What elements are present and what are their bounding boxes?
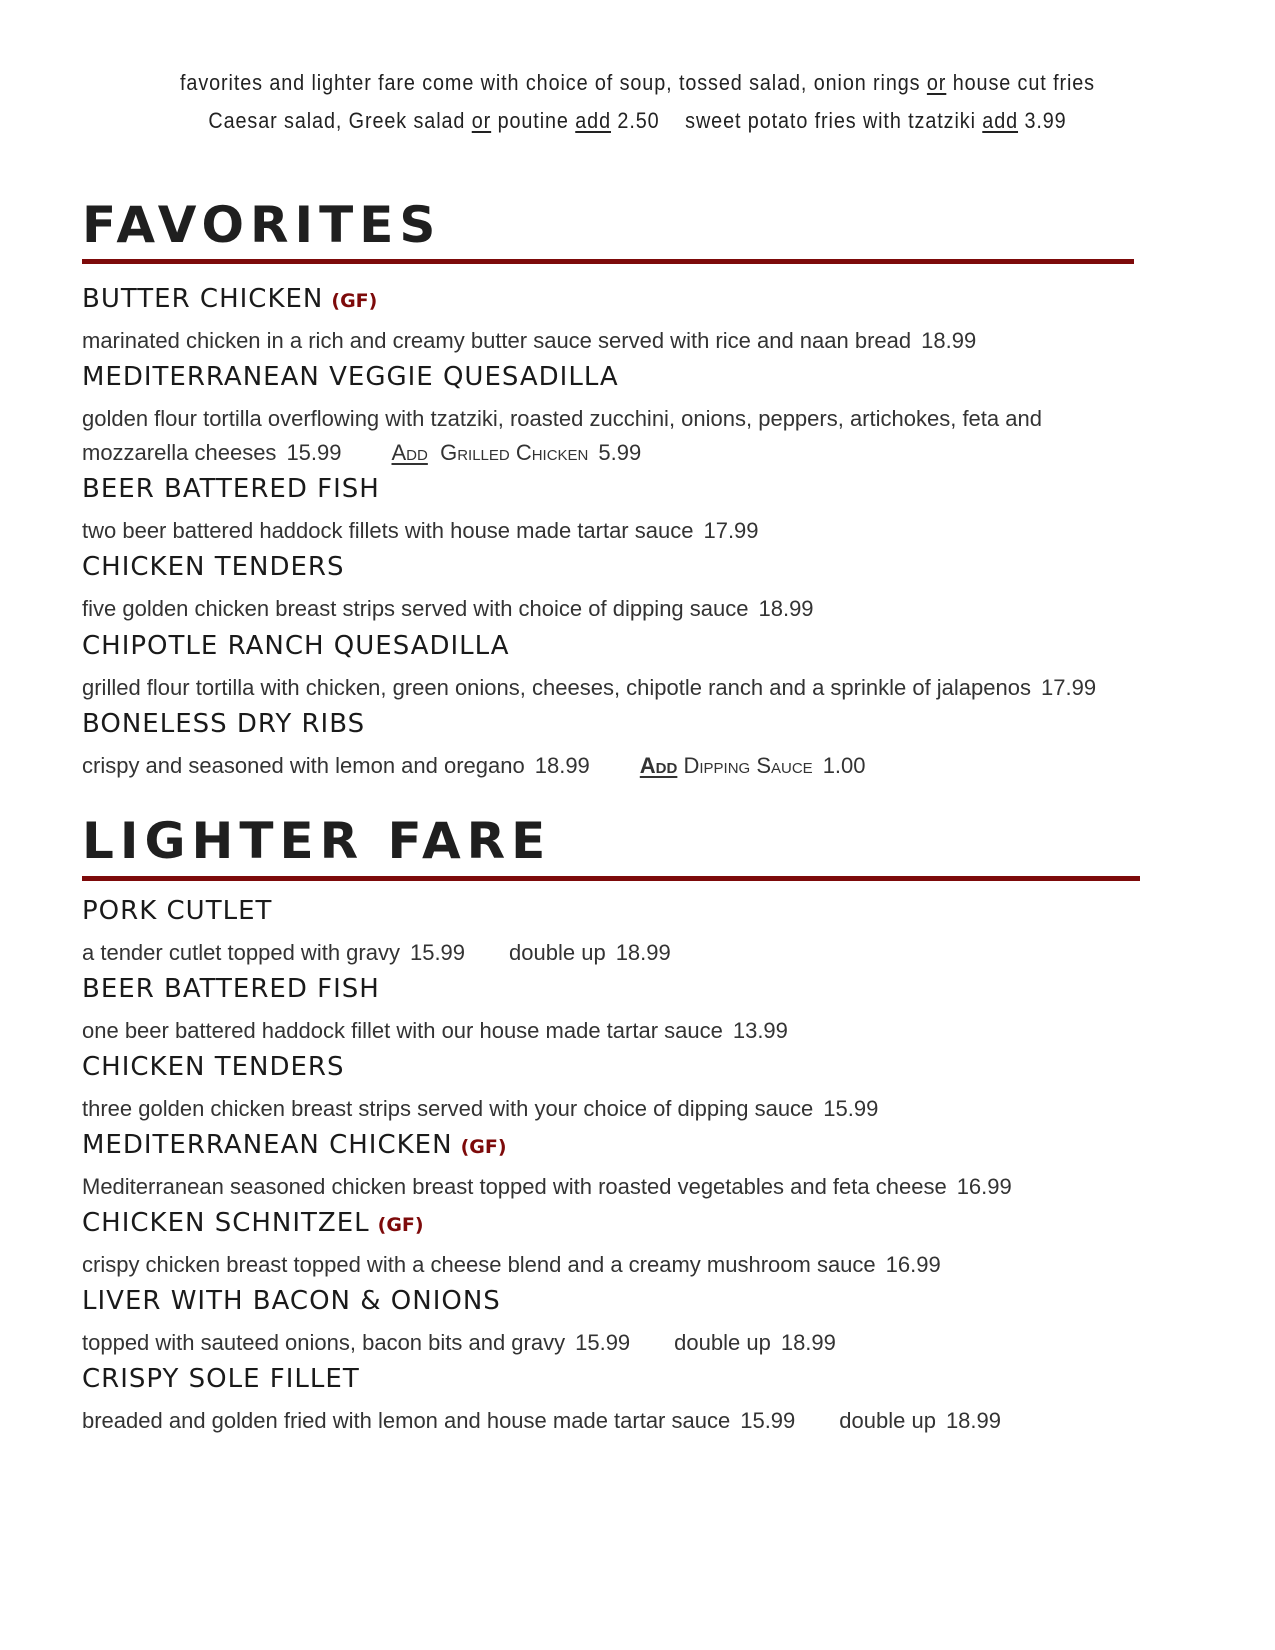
intro-salads: Caesar salad, Greek salad — [208, 108, 466, 133]
menu-item-name: BEER BATTERED FISH — [82, 474, 380, 504]
menu-item-price: 15.99 — [409, 940, 466, 965]
intro-text-end: house cut fries — [952, 70, 1095, 95]
menu-item-description: golden flour tortilla overflowing with tzatziki, roasted zucchini, onions, peppers, artichokes, feta and — [82, 406, 1042, 431]
menu-item-name: CHICKEN TENDERS — [82, 552, 345, 582]
double-up-price: 18.99 — [945, 1408, 1001, 1433]
menu-item-price: 15.99 — [740, 1408, 796, 1433]
menu-item-price: 13.99 — [732, 1018, 788, 1043]
menu-item-description: one beer battered haddock fillet with our house made tartar sauce 13.99 — [82, 1018, 788, 1043]
menu-item-price: 15.99 — [823, 1096, 879, 1121]
menu-item-description: crispy chicken breast topped with a cheese blend and a creamy mushroom sauce 16.99 — [82, 1252, 941, 1277]
menu-item-description: topped with sauteed onions, bacon bits and gravy 15.99 double up 18.99 — [82, 1330, 836, 1355]
menu-item-price: 16.99 — [956, 1174, 1012, 1199]
section-divider — [82, 876, 1140, 881]
menu-item-description: two beer battered haddock fillets with house made tartar sauce 17.99 — [82, 518, 759, 543]
menu-item-name: LIVER WITH BACON & ONIONS — [82, 1286, 501, 1316]
addon-add: Add — [391, 440, 428, 465]
menu-item-price: 18.99 — [921, 328, 977, 353]
menu-item-price: 15.99 — [575, 1330, 631, 1355]
double-up-label: double up — [839, 1408, 936, 1433]
gluten-free-badge: (GF) — [377, 1214, 424, 1236]
menu-item-description: mozzarella cheeses 15.99 Add Grilled Chicken 5.99 — [82, 440, 642, 465]
intro-price: 3.99 — [1024, 108, 1067, 133]
intro-add: add — [575, 108, 611, 133]
menu-item-price: 16.99 — [885, 1252, 941, 1277]
intro-poutine: poutine — [497, 108, 569, 133]
double-up-price: 18.99 — [780, 1330, 836, 1355]
menu-item-name: BUTTER CHICKEN (GF) — [82, 284, 378, 314]
intro-line-2 — [64, 108, 1212, 134]
menu-item-price: 18.99 — [758, 596, 814, 621]
gluten-free-badge: (GF) — [460, 1136, 507, 1158]
intro-add: add — [982, 108, 1019, 133]
addon-price: 5.99 — [598, 440, 642, 465]
addon-label: Dipping Sauce — [683, 753, 813, 778]
menu-item-name: PORK CUTLET — [82, 896, 273, 926]
menu-item-name: CHICKEN TENDERS — [82, 1052, 345, 1082]
intro-sweet-potato: sweet potato fries with tzatziki — [685, 108, 976, 133]
intro-price: 2.50 — [617, 108, 660, 133]
menu-item-name: MEDITERRANEAN VEGGIE QUESADILLA — [82, 362, 619, 392]
section-divider — [82, 259, 1134, 264]
menu-item-name: BONELESS DRY RIBS — [82, 709, 366, 739]
menu-item-description: breaded and golden fried with lemon and house made tartar sauce 15.99 double up 18.99 — [82, 1408, 1001, 1433]
menu-item-name: CHICKEN SCHNITZEL (GF) — [82, 1208, 424, 1238]
addon-price: 1.00 — [822, 753, 866, 778]
double-up-price: 18.99 — [615, 940, 671, 965]
intro-text: favorites and lighter fare come with choice of soup, tossed salad, onion rings — [180, 70, 921, 95]
menu-item-description: five golden chicken breast strips served with choice of dipping sauce 18.99 — [82, 596, 814, 621]
menu-item-name: CRISPY SOLE FILLET — [82, 1364, 360, 1394]
addon-label: Grilled Chicken — [440, 440, 589, 465]
menu-item-description: a tender cutlet topped with gravy 15.99 double up 18.99 — [82, 940, 671, 965]
menu-item-description: grilled flour tortilla with chicken, green onions, cheeses, chipotle ranch and a sprinkle of jalapenos 17.99 — [82, 675, 1097, 700]
double-up-label: double up — [674, 1330, 771, 1355]
menu-item-name: CHIPOTLE RANCH QUESADILLA — [82, 631, 510, 661]
intro-line-1 — [64, 70, 1212, 96]
menu-item-description: three golden chicken breast strips served with your choice of dipping sauce 15.99 — [82, 1096, 879, 1121]
menu-item-name: BEER BATTERED FISH — [82, 974, 380, 1004]
section-title-favorites: FAVORITES — [82, 196, 442, 254]
menu-item-price: 15.99 — [286, 440, 342, 465]
gluten-free-badge: (GF) — [331, 290, 378, 312]
menu-item-price: 17.99 — [1041, 675, 1097, 700]
menu-item-description: crispy and seasoned with lemon and oregano 18.99 Add Dipping Sauce 1.00 — [82, 753, 866, 778]
intro-or: or — [471, 108, 492, 133]
intro-or: or — [926, 70, 947, 95]
addon-add: Add — [639, 753, 678, 778]
section-title-lighter-fare: LIGHTER FARE — [82, 812, 552, 870]
double-up-label: double up — [509, 940, 606, 965]
menu-item-price: 17.99 — [703, 518, 759, 543]
menu-item-description: marinated chicken in a rich and creamy butter sauce served with rice and naan bread 18.99 — [82, 328, 977, 353]
menu-item-name: MEDITERRANEAN CHICKEN (GF) — [82, 1130, 507, 1160]
menu-item-price: 18.99 — [534, 753, 590, 778]
menu-item-description: Mediterranean seasoned chicken breast topped with roasted vegetables and feta cheese 16.99 — [82, 1174, 1012, 1199]
